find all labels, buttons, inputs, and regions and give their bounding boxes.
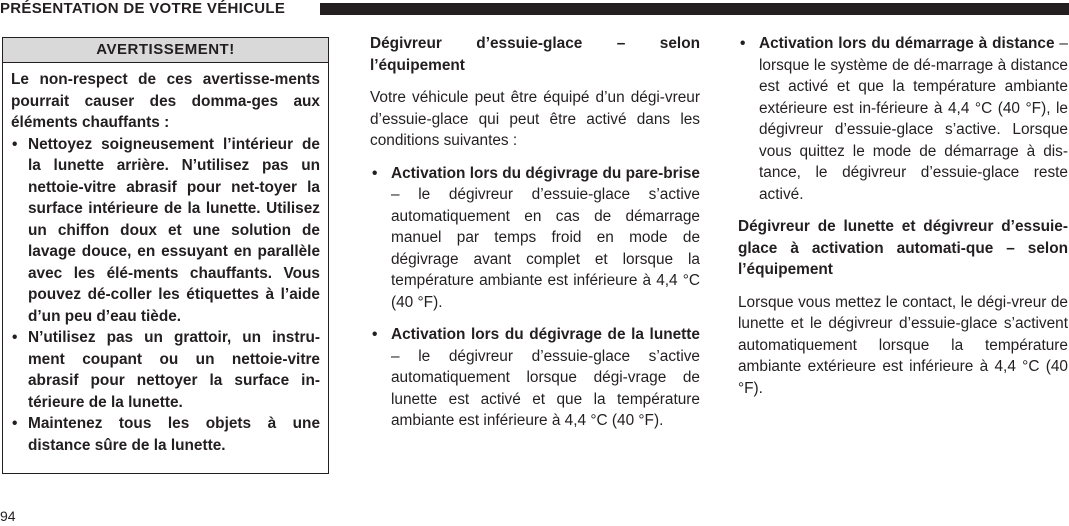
list-item bbox=[738, 33, 1068, 205]
section-heading-wiper-deicer: Dégivreur d’essuie-glace – selon l’équipement bbox=[370, 35, 700, 74]
warning-item: • N’utilisez pas un grattoir, un instru-ment coupant ou un nettoie-vitre abrasif pour nettoyer la surface in-térieure de la lunette. bbox=[11, 327, 320, 413]
column-middle bbox=[370, 33, 700, 443]
item-text: – le dégivreur d’essuie-glace s’active automatiquement en cas de démarrage manuel par temps froid en mode de dégivrage avant complet et lorsque la température ambiante est inférieure à 4,4 °C (40 °F). bbox=[391, 186, 700, 311]
warning-list bbox=[11, 134, 320, 457]
warning-title: AVERTISSEMENT! bbox=[3, 38, 328, 63]
header-rule bbox=[320, 3, 1069, 15]
page-header bbox=[0, 0, 1069, 20]
page-number: 94 bbox=[0, 508, 16, 524]
warning-intro: Le non-respect de ces avertisse-ments pourrait causer des domma-ges aux éléments chauffants : bbox=[11, 71, 320, 131]
section-body: Lorsque vous mettez le contact, le dégi-vreur de lunette et le dégivreur d’essuie-glace s’activent automatiquement lorsque la température ambiante extérieure est inférieure à 4,4 °C (40 °F). bbox=[738, 293, 1068, 397]
item-text: – lorsque le système de dé-marrage à distance est activé et que la température ambiante extérieure est in-férieure à 4,4 °C (40 °F), le dégivreur d’essuie-glace s’active. Lorsque vous quittez le mode de démarrage à dis-tance, le dégivreur d’essuie-glace reste activé. bbox=[759, 35, 1068, 203]
item-lead: Activation lors du dégivrage de la lunette bbox=[391, 326, 700, 343]
column-right bbox=[738, 33, 1068, 410]
section-title: PRÉSENTATION DE VOTRE VÉHICULE bbox=[0, 0, 286, 17]
list-item bbox=[370, 163, 700, 314]
activation-list-continued bbox=[738, 33, 1068, 205]
warning-item: • Nettoyez soigneusement l’intérieur de la lunette arrière. N’utilisez pas un nettoie-vitre abrasif pour net-toyer la surface intérieure de la lunette. Utilisez un chiffon doux et une solution de lavage douce, en essuyant en parallèle avec les élé-ments chauffants. Vous pouvez dé-coller les étiquettes à l’aide d’un peu d’eau tiède. bbox=[11, 134, 320, 328]
list-item bbox=[370, 324, 700, 432]
item-lead: Activation lors du démarrage à distance bbox=[759, 35, 1055, 52]
warning-item: • Maintenez tous les objets à une distance sûre de la lunette. bbox=[11, 413, 320, 456]
section-heading-auto-deicer: Dégivreur de lunette et dégivreur d’essuie-glace à activation automati-que – selon l’équipement bbox=[738, 218, 1068, 278]
item-lead: Activation lors du dégivrage du pare-brise bbox=[391, 164, 700, 182]
activation-list bbox=[370, 163, 700, 432]
warning-box bbox=[2, 37, 329, 474]
warning-body bbox=[3, 63, 328, 456]
item-text: – le dégivreur d’essuie-glace s’active automatiquement lorsque dégi-vrage de lunette est activé et que la température ambiante est inférieure à 4,4 °C (40 °F). bbox=[391, 347, 700, 429]
section-intro: Votre véhicule peut être équipé d’un dégi-vreur d’essuie-glace qui peut être activé dans les conditions suivantes : bbox=[370, 89, 700, 149]
